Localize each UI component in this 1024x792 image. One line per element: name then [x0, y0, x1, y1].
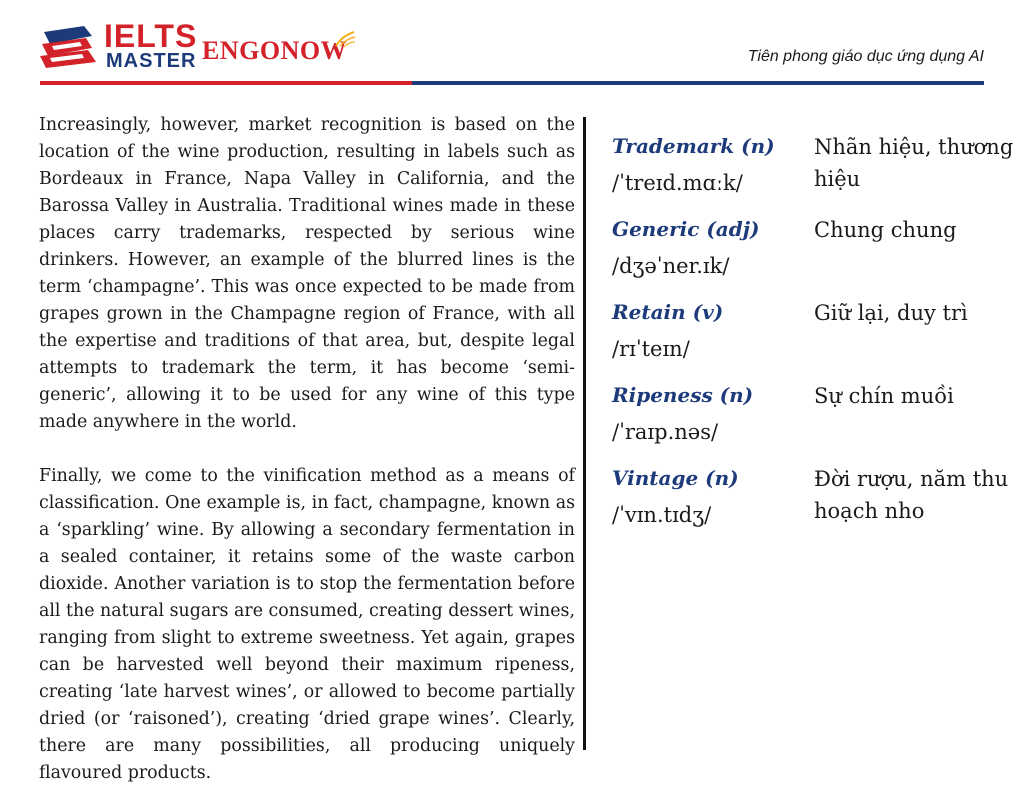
logo-engo-text: ENGO [202, 36, 281, 65]
logo-ielts-text: IELTS [104, 18, 198, 54]
sparkle-icon [334, 30, 356, 48]
vocab-meaning: Sự chín muồi [814, 384, 954, 408]
vocab-ipa: /ˈvɪn.tɪdʒ/ [612, 503, 712, 527]
reading-passage [39, 112, 575, 787]
logo-now-text: NOW [280, 36, 348, 65]
vocab-term: Trademark (n) [612, 134, 775, 158]
logo-master-text: MASTER [106, 50, 197, 72]
engonow-logo [202, 38, 347, 64]
vocab-item [612, 134, 1012, 217]
ielts-master-logo-icon [40, 22, 98, 68]
vocabulary-list [612, 134, 1012, 549]
page-header [0, 0, 1024, 88]
passage-paragraph: Finally, we come to the vinification method as a means of classification. One example is, in fact, champagne, known as a ‘sparkling’ wine. By allowing a secondary fermentation in a sealed container, it retains some of the waste carbon dioxide. Another variation is to stop the fermentation before all the natural sugars are consumed, creating dessert wines, ranging from slight to extreme sweetness. Yet again, grapes can be harvested well beyond their maximum ripeness, creating ‘late harvest wines’, or allowed to become partially dried (or ‘raisoned’), creating ‘dried grape wines’. Clearly, there are many possibilities, all producing uniquely flavoured products. [39, 466, 575, 783]
vocab-item [612, 383, 1012, 466]
vocab-term: Vintage (n) [612, 466, 739, 490]
vocab-ipa: /ˈraɪp.nəs/ [612, 420, 719, 444]
vocab-term: Ripeness (n) [612, 383, 754, 407]
vocab-item [612, 217, 1012, 300]
passage-paragraph: Increasingly, however, market recognition is based on the location of the wine production, resulting in labels such as Bordeaux in France, Napa Valley in California, and the Barossa Valley in Australia. Traditional wines made in these places carry trademarks, respected by serious wine drinkers. However, an example of the blurred lines is the term ‘champagne’. This was once expected to be made from grapes grown in the Champagne region of France, with all the expertise and traditions of that area, but, despite legal attempts to trademark the term, it has become ‘semi-generic’, allowing it to be used for any wine of this type made anywhere in the world. [39, 115, 575, 432]
column-divider [583, 117, 586, 750]
vocab-ipa: /rɪˈteɪn/ [612, 337, 690, 361]
header-rule-blue [412, 81, 984, 85]
tagline: Tiên phong giáo dục ứng dụng AI [747, 48, 984, 65]
vocab-term: Generic (adj) [612, 217, 760, 241]
vocab-ipa: /ˈtreɪd.mɑːk/ [612, 171, 743, 195]
header-rule-red [40, 81, 412, 85]
vocab-meaning: Giữ lại, duy trì [814, 301, 968, 325]
vocab-item [612, 300, 1012, 383]
vocab-item [612, 466, 1012, 549]
vocab-term: Retain (v) [612, 300, 724, 324]
vocab-meaning: Chung chung [814, 218, 957, 242]
vocab-meaning: Đời rượu, năm thu hoạch nho [814, 467, 1009, 523]
vocab-ipa: /dʒəˈner.ɪk/ [612, 254, 730, 278]
vocab-meaning: Nhãn hiệu, thương hiệu [814, 135, 1014, 191]
